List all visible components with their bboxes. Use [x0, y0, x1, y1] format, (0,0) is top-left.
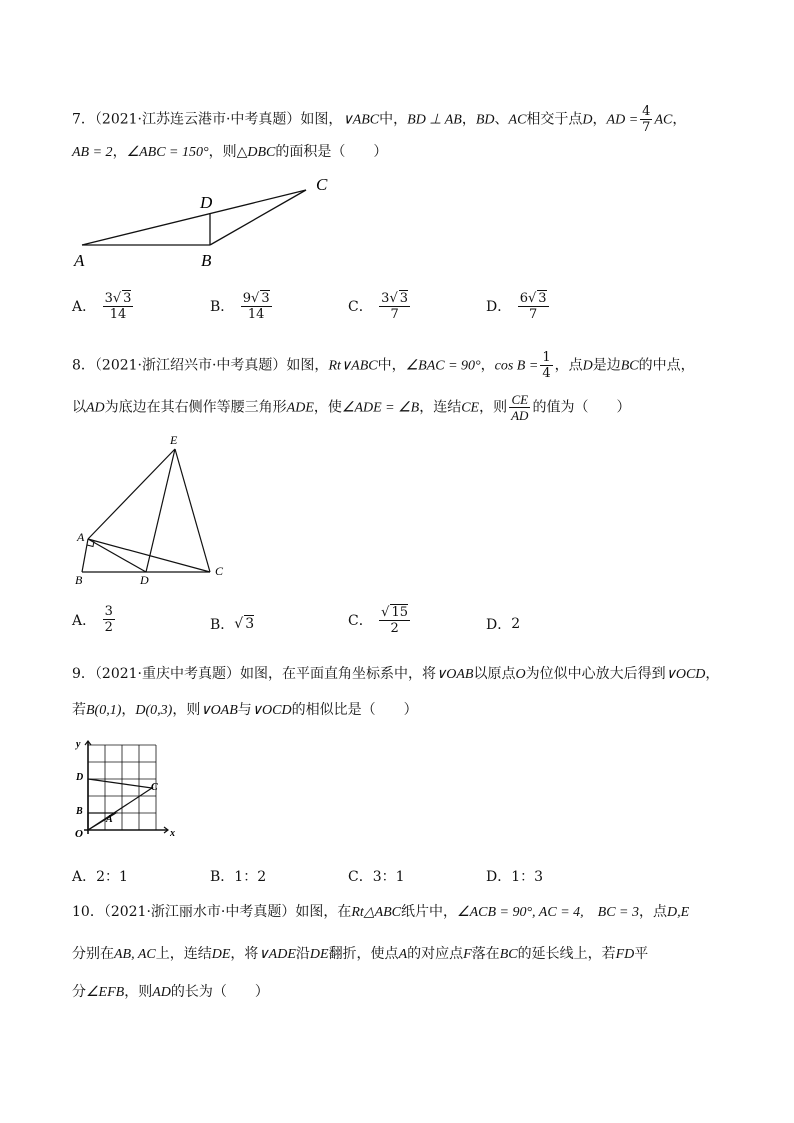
- q8-option-d[interactable]: D．2: [486, 616, 521, 633]
- q9-label-b: B: [76, 806, 83, 817]
- q9-option-d[interactable]: D．1：3: [486, 869, 544, 885]
- q9-triangle-ocd: [88, 779, 152, 830]
- q9-line1: 9．（2021·重庆中考真题）如图，在平面直角坐标系中，将∨OAB以原点O为位似中心放大后得到∨OCD，: [72, 666, 720, 682]
- q8-option-b[interactable]: B．√ 3: [210, 616, 255, 633]
- q7-option-a[interactable]: A． $\frac{3√ 3}{14}$: [72, 291, 132, 322]
- q7-segment-ac: [82, 190, 306, 245]
- q9-label-x: x: [170, 828, 175, 838]
- q7-segment-bc: [210, 190, 306, 245]
- q8-label-d: D: [140, 573, 149, 587]
- q8-label-c: C: [215, 564, 224, 578]
- q8-line2: 以AD为底边在其右侧作等腰三角形ADE，使∠ADE = ∠B，连结CE，则 $\frac{CE}{AD}$ 的值为（ ）: [72, 392, 631, 423]
- q9-label-a: A: [106, 814, 113, 825]
- q10-line3: 分∠EFB，则AD的长为（ ）: [72, 984, 269, 1000]
- q7-label-b: B: [201, 251, 212, 270]
- q8-segment-ce: [175, 449, 210, 572]
- q8-fraction: $\frac{1}{4}$: [542, 350, 551, 381]
- q9-label-o: O: [75, 828, 83, 838]
- q9-option-a[interactable]: A．2：1: [72, 869, 128, 885]
- q8-label-b: B: [75, 573, 83, 587]
- q8-segment-de: [146, 449, 175, 572]
- q9-label-d: D: [76, 772, 84, 783]
- q9-option-c[interactable]: C．3：1: [348, 869, 405, 885]
- q7-option-b[interactable]: B． $\frac{9√ 3}{14}$: [210, 291, 270, 322]
- q7-fraction: $\frac{4}{7}$: [642, 104, 651, 135]
- q10-line2: 分别在AB, AC上，连结DE，将∨ADE沿DE翻折，使点A的对应点F落在BC的延长线上，若FD平: [72, 946, 649, 962]
- q7-label-a: A: [74, 251, 85, 270]
- q9-figure: [70, 738, 180, 838]
- q7-option-d[interactable]: D． $\frac{6√ 3}{7}$: [486, 291, 547, 322]
- q9-label-c: C: [151, 782, 158, 793]
- q8-segment-ae: [88, 449, 175, 539]
- q8-segment-ac: [88, 539, 210, 572]
- q8-option-a[interactable]: A． $\frac{3}{2}$: [72, 604, 113, 635]
- q7-option-c[interactable]: C． $\frac{3√ 3}{7}$: [348, 291, 409, 322]
- q10-line1: 10．（2021·浙江丽水市·中考真题）如图，在Rt△ABC纸片中，∠ACB = 90°, AC = 4, BC = 3，点D,E: [72, 904, 690, 920]
- q8-figure: [68, 430, 238, 590]
- q9-line2: 若B(0,1)，D(0,3)，则∨OAB与∨OCD的相似比是（ ）: [72, 702, 418, 718]
- q8-line1: 8．（2021·浙江绍兴市·中考真题）如图，Rt∨ABC中，∠BAC = 90°，cos B = $\frac{1}{4}$ ，点D是边BC的中点，: [72, 350, 695, 381]
- q9-option-b[interactable]: B．1：2: [210, 869, 267, 885]
- q7-figure: [70, 170, 340, 270]
- q7-label-d: D: [200, 193, 213, 212]
- q8-ce-ad-fraction: $\frac{CE}{AD}$: [511, 392, 529, 423]
- q7-label-c: C: [316, 175, 328, 194]
- q7-line1: 7．（2021·江苏连云港市·中考真题）如图，∨ABC中，BD ⊥ AB，BD、AC相交于点D，AD = $\frac{4}{7}$ AC，: [72, 104, 687, 135]
- q9-label-y: y: [76, 739, 81, 750]
- q8-label-e: E: [170, 433, 178, 447]
- q8-segment-ad: [88, 539, 146, 572]
- q7-line2: AB = 2，∠ABC = 150°，则△DBC的面积是（ ）: [72, 144, 388, 160]
- q8-option-c[interactable]: C． $\frac{√ 15}{2}$: [348, 605, 409, 636]
- q8-label-a: A: [77, 530, 85, 544]
